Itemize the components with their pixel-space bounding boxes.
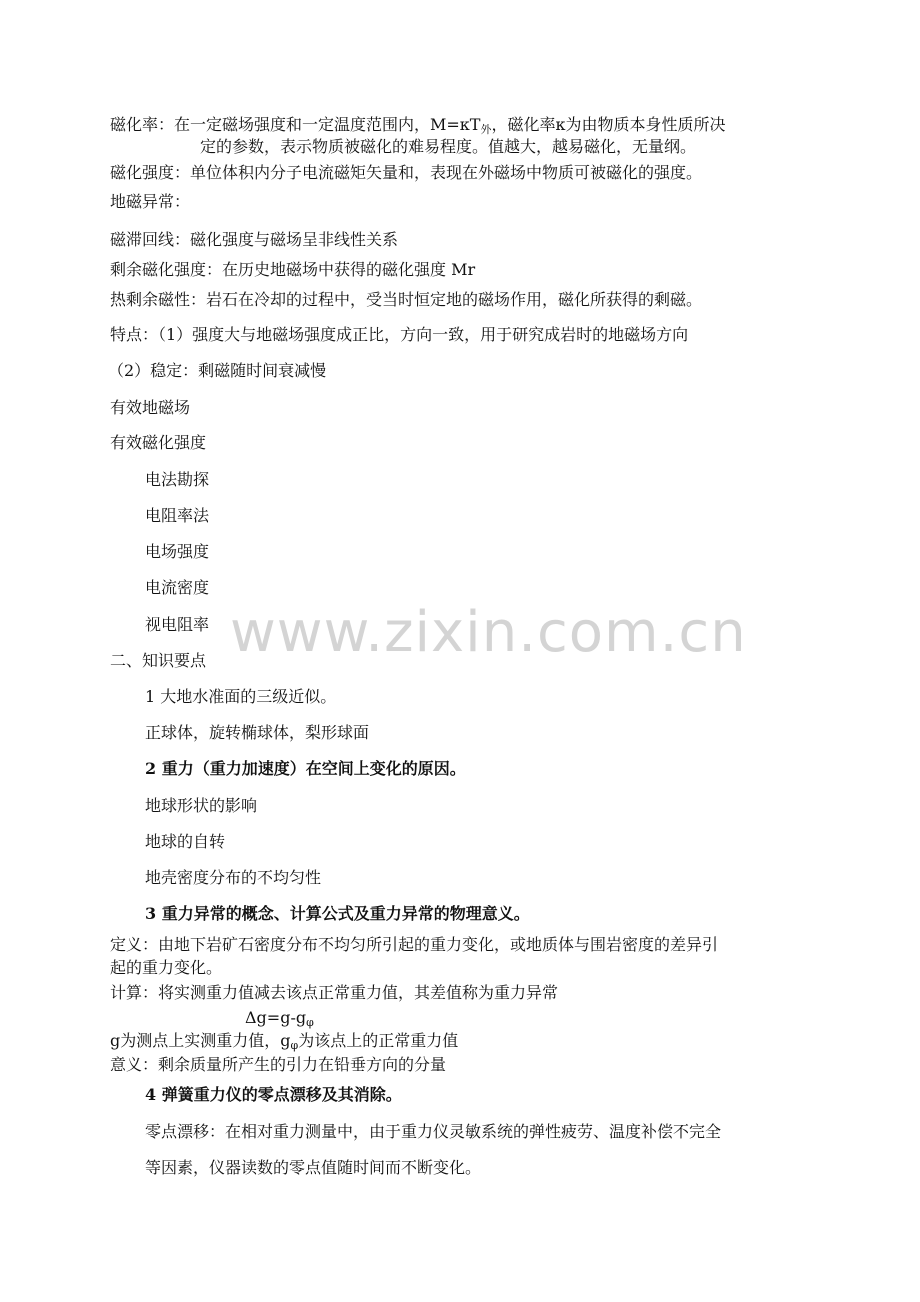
- question-3: 3 重力异常的概念、计算公式及重力异常的物理意义。: [145, 904, 530, 923]
- question-1: 1 大地水准面的三级近似。: [145, 687, 337, 706]
- term-item: 电法勘探: [145, 470, 210, 489]
- drift-definition-line1: 零点漂移：在相对重力测量中，由于重力仪灵敏系统的弹性疲劳、温度补偿不完全: [145, 1122, 722, 1141]
- thermo-remanent-definition: 热剩余磁性：岩石在冷却的过程中，受当时恒定地的磁场作用，磁化所获得的剩磁。: [110, 290, 703, 309]
- formula-variables: g为测点上实测重力值，$g_\varphi$为该点上的正常重力值: [110, 1031, 459, 1052]
- magnetization-definition: 磁化强度：单位体积内分子电流磁矩矢量和，表现在外磁场中物质可被磁化的强度。: [110, 163, 703, 182]
- answer-2-item: 地壳密度分布的不均匀性: [145, 868, 322, 887]
- question-4: 4 弹簧重力仪的零点漂移及其消除。: [145, 1085, 402, 1104]
- answer-1: 正球体，旋转椭球体，梨形球面: [145, 723, 370, 742]
- anomaly-definition-line1: 定义：由地下岩矿石密度分布不均匀所引起的重力变化，或地质体与围岩密度的差异引: [110, 935, 719, 954]
- watermark: www.zixin.com.cn: [230, 600, 747, 665]
- drift-definition-line2: 等因素，仪器读数的零点值随时间而不断变化。: [145, 1158, 482, 1177]
- remanent-definition: 剩余磁化强度：在历史地磁场中获得的磁化强度 Mr: [110, 260, 476, 279]
- term-item: 电场强度: [145, 542, 210, 561]
- answer-2-item: 地球的自转: [145, 832, 226, 851]
- term-item: 电阻率法: [145, 506, 210, 525]
- anomaly-definition-line2: 起的重力变化。: [110, 958, 223, 977]
- feature-2: （2）稳定：剩磁随时间衰减慢: [108, 361, 327, 380]
- hysteresis-definition: 磁滞回线：磁化强度与磁场呈非线性关系: [110, 230, 399, 249]
- susceptibility-definition: 磁化率：在一定磁场强度和一定温度范围内，$M=\kappa T_外$，磁化率κ为由物质本身性质所决: [110, 115, 726, 136]
- anomaly-formula: $\Delta g=g-g_\varphi$: [245, 1008, 314, 1029]
- effective-field-term: 有效地磁场: [110, 398, 191, 417]
- term-item: 视电阻率: [145, 615, 210, 634]
- susceptibility-definition-continued: 定的参数，表示物质被磁化的难易程度。值越大，越易磁化，无量纲。: [200, 137, 697, 156]
- question-2: 2 重力（重力加速度）在空间上变化的原因。: [145, 759, 466, 778]
- effective-magnetization-term: 有效磁化强度: [110, 433, 207, 452]
- section-heading: 二、知识要点: [110, 651, 207, 670]
- term-item: 电流密度: [145, 578, 210, 597]
- geomag-anomaly-term: 地磁异常：: [110, 192, 191, 211]
- answer-2-item: 地球形状的影响: [145, 796, 258, 815]
- anomaly-meaning: 意义：剩余质量所产生的引力在铅垂方向的分量: [110, 1055, 447, 1074]
- feature-1: 特点：（1）强度大与地磁场强度成正比，方向一致，用于研究成岩时的地磁场方向: [110, 325, 689, 344]
- anomaly-calculation: 计算：将实测重力值减去该点正常重力值，其差值称为重力异常: [110, 983, 559, 1002]
